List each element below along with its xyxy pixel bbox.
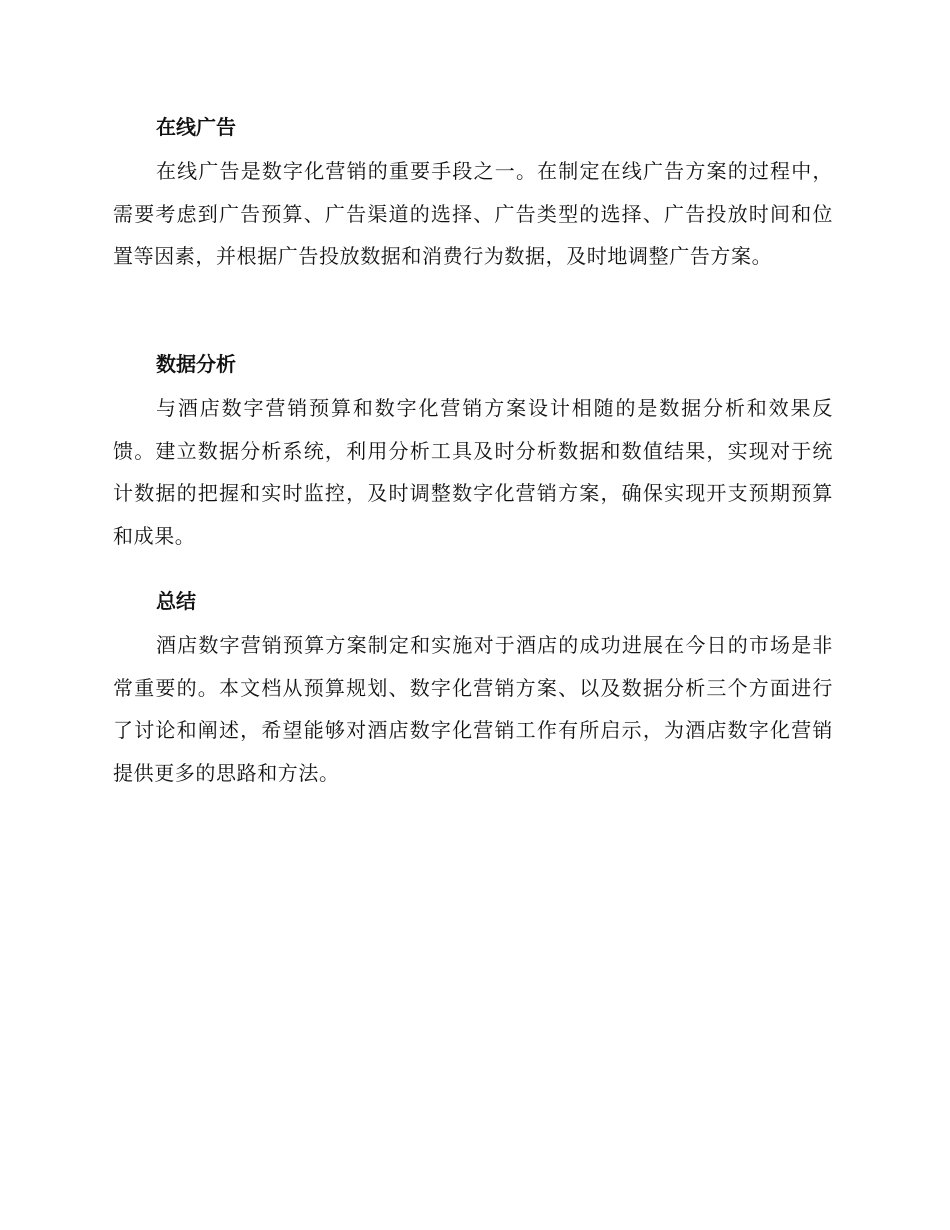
section-paragraph: 在线广告是数字化营销的重要手段之一。在制定在线广告方案的过程中，需要考虑到广告预算、广告渠道的选择、广告类型的选择、广告投放时间和位置等因素，并根据广告投放数据和消费行为数据，及时地调整广告方案。	[113, 159, 833, 268]
section-heading: 总结	[156, 589, 196, 613]
section-data-analysis	[113, 347, 833, 557]
section-summary	[113, 584, 833, 794]
section-heading: 数据分析	[156, 352, 236, 376]
section-online-ads	[113, 110, 833, 278]
section-heading: 在线广告	[156, 115, 236, 139]
section-paragraph: 酒店数字营销预算方案制定和实施对于酒店的成功进展在今日的市场是非常重要的。本文档从预算规划、数字化营销方案、以及数据分析三个方面进行了讨论和阐述，希望能够对酒店数字化营销工作有所启示，为酒店数字化营销提供更多的思路和方法。	[113, 633, 833, 785]
section-paragraph: 与酒店数字营销预算和数字化营销方案设计相随的是数据分析和效果反馈。建立数据分析系统，利用分析工具及时分析数据和数值结果，实现对于统计数据的把握和实时监控，及时调整数字化营销方案，确保实现开支预期预算和成果。	[113, 396, 833, 548]
